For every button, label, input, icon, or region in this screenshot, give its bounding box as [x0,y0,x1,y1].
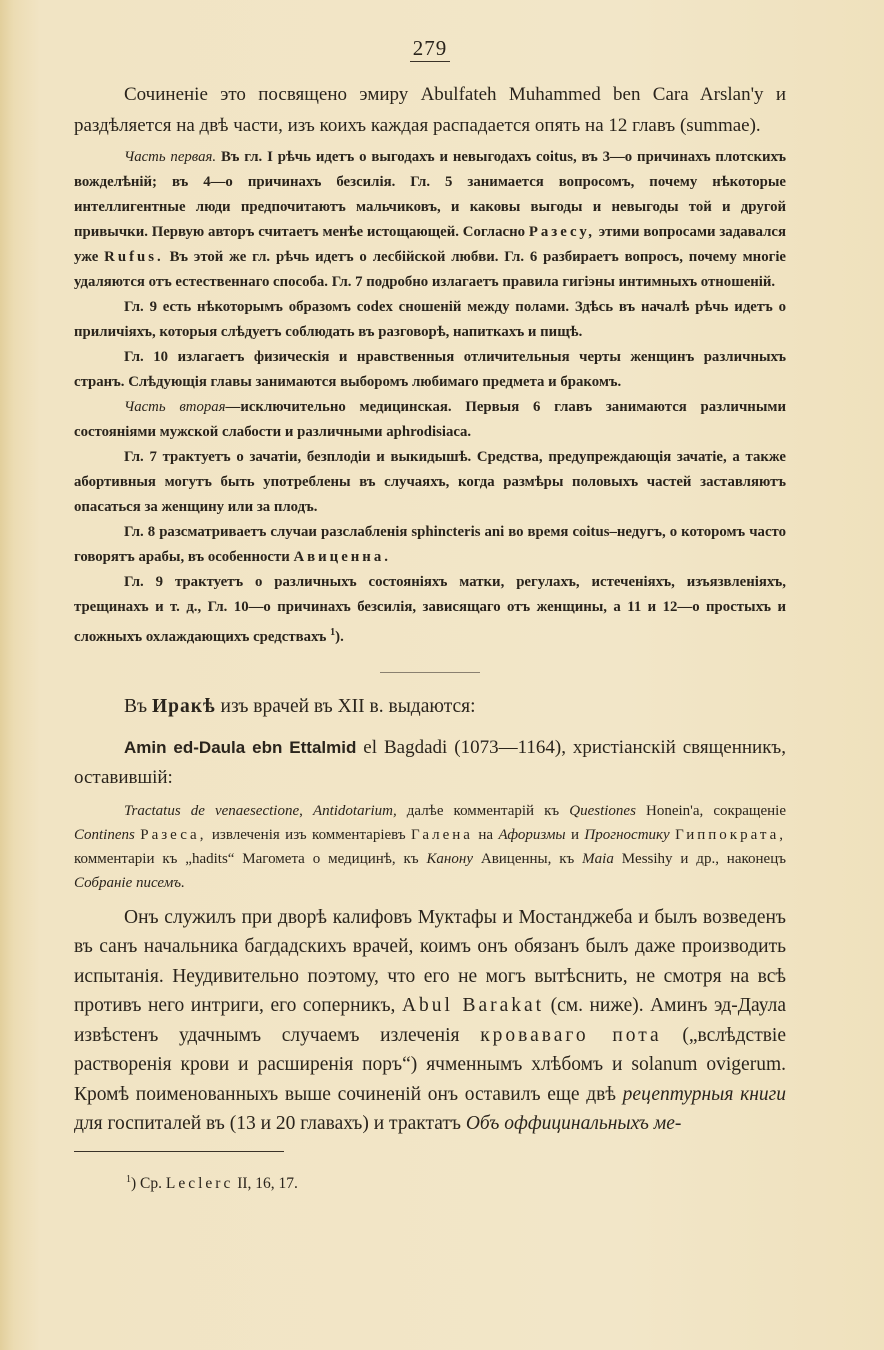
page-number: 279 [74,36,786,61]
part-two-paragraph: Часть вторая—исключительно медицинская. Первыя 6 главъ занимаются различными состояніями мужской слабости и различными aphrodisiaca. [74,399,786,440]
amin-name: Amin ed-Daula ebn Ettalmid [124,737,357,757]
page-content [74,36,786,1193]
chapter-9-part2-paragraph: Гл. 9 трактуетъ о различныхъ состояніяхъ матки, регулахъ, истеченіяхъ, изъязвленіяхъ, трещинахъ и т. д., Гл. 10—о причинахъ безсилія, зависящаго отъ женщины, а 11 и 12—о простыхъ и сложныхъ охлаждающихъ средствахъ $^1$). [74,574,786,645]
iraq-heading: Въ Иракѣ изъ врачей въ XII в. выдаются: [124,695,476,717]
chapter-10-paragraph: Гл. 10 излагаетъ физическія и нравственныя отличительныя черты женщинъ различныхъ странъ. Слѣдующія главы занимаются выборомъ любимаго предмета и бракомъ. [74,349,786,390]
section-divider [380,672,480,673]
part-two-label: Часть вторая [124,399,226,415]
chapter-9-paragraph: Гл. 9 есть нѣкоторымъ образомъ codex сношеній между полами. Здѣсь въ началѣ рѣчь идетъ о приличіяхъ, которыя слѣдуетъ соблюдать въ разговорѣ, напиткахъ и пищѣ. [74,299,786,340]
part-one-label: Часть первая. [124,149,217,165]
footnote: $^1$) Ср. Leclerc II, 16, 17. [126,1173,298,1193]
amin-biography-paragraph: Онъ служилъ при дворѣ калифовъ Муктафы и Мостанджеба и былъ возведенъ въ санъ начальника багдадскихъ врачей, коимъ онъ обязанъ былъ даже производить испытанія. Неудивительно поэтому, что его не могъ вытѣснить, не смотря на всѣ противъ него интриги, его соперникъ, Abul Barakat (см. ниже). Аминъ эд-Даула извѣстенъ удачнымъ случаемъ излеченія кроваваго пота („вслѣдствіе растворенія крови и расширенія поръ“) ячменнымъ хлѣбомъ и solanum ovigerum. Кромѣ поименованныхъ выше сочиненій онъ оставилъ еще двѣ рецептурныя книги для госпиталей въ (13 и 20 главахъ) и трактатъ Объ оффицинальныхъ ме- [74,906,787,1135]
works-list-paragraph: Tractatus de venaesectione, Antidotarium, далѣе комментарій къ Questiones Honein'a, сокращеніе Continens Разеса, извлеченія изъ комментаріевъ Галена на Афоризмы и Прогностику Гиппократа, комментаріи къ „hadits“ Магомета о медицинѣ, къ Канону Авиценны, къ Maia Messihy и др., наконецъ Собраніе писемъ. [74,802,787,891]
footnote-divider [74,1151,284,1152]
amin-paragraph: Amin ed-Daula ebn Ettalmid el Bagdadi (1073—1164), христіанскій священникъ, оставившій: [74,736,787,788]
chapter-7-paragraph: Гл. 7 трактуетъ о зачатіи, безплодіи и выкидышѣ. Средства, предупреждающія зачатіе, а также абортивныя могутъ быть употреблены въ случаяхъ, когда размѣры половыхъ частей заставляютъ опасаться за женщину или за плодъ. [74,449,786,515]
intro-paragraph: Сочиненіе это посвящено эмиру Abulfateh Muhammed ben Cara Arslan'у и раздѣляется на двѣ части, изъ коихъ каждая распадается опять на 12 главъ (summae). [74,84,786,136]
part-one-paragraph: Часть первая. Въ гл. I рѣчь идетъ о выгодахъ и невыгодахъ coitus, въ 3—о причинахъ плотскихъ вожделѣній; въ 4—о причинахъ безсилія. Гл. 5 занимается вопросомъ, почему нѣкоторые интеллигентные люди предпочитаютъ мальчиковъ, и каковы выгоды и невыгоды той и другой привычки. Первую авторъ считаетъ менѣе истощающей. Согласно Разесу, этими вопросами задавался уже Rufus. Въ этой же гл. рѣчь идетъ о лесбійской любви. Гл. 6 разбираетъ вопросъ, почему многіе удаляются отъ естественнаго способа. Гл. 7 подробно излагаетъ правила гигіэны интимныхъ отношеній. [74,149,786,290]
footnote-ref: 1 [330,627,336,638]
chapter-8-paragraph: Гл. 8 разсматриваетъ случаи разслабленія sphincteris ani во время coitus–недугъ, о которомъ часто говорятъ арабы, въ особенности Авиценна. [74,524,786,565]
